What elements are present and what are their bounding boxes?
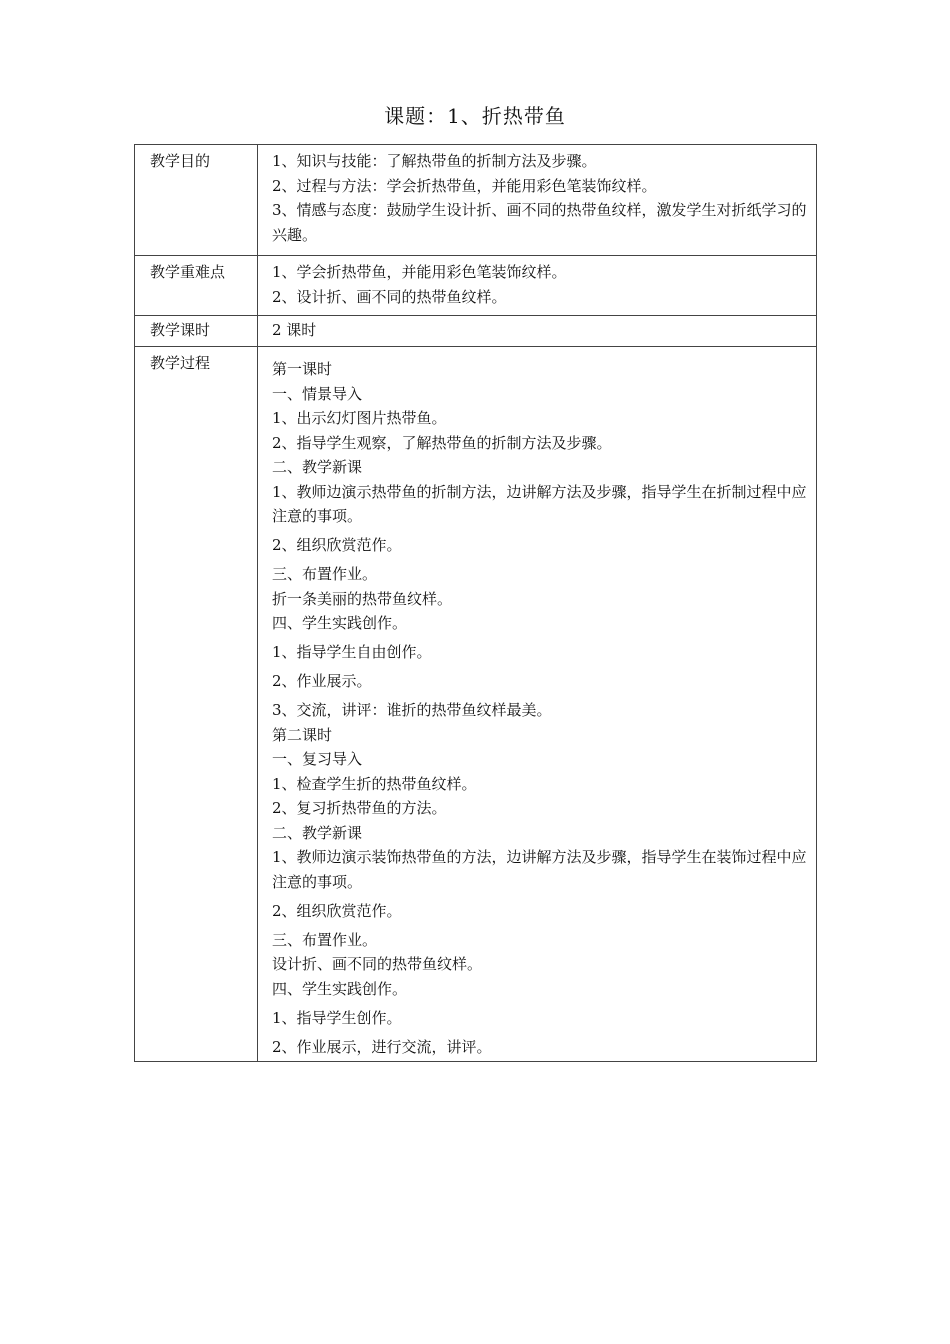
process-content — [258, 347, 817, 1062]
key-point-line: 2、设计折、画不同的热带鱼纹样。 — [272, 287, 507, 306]
page-title: 课题：1、折热带鱼 — [384, 104, 566, 128]
process-line: 一、情景导入 — [272, 384, 363, 403]
process-line: 1、指导学生创作。 — [272, 1008, 402, 1027]
process-line: 2、复习折热带鱼的方法。 — [272, 799, 447, 817]
process-line: 三、布置作业。 — [272, 930, 378, 949]
row-label: 教学重难点 — [135, 256, 258, 316]
process-line: 1、指导学生自由创作。 — [272, 643, 432, 661]
process-line: 二、教学新课 — [272, 823, 363, 842]
process-line: 2、组织欣赏范作。 — [272, 901, 402, 920]
row-label: 教学过程 — [135, 347, 258, 1062]
table-row-key-points — [135, 256, 817, 316]
process-line: 四、学生实践创作。 — [272, 614, 408, 632]
process-line: 1、检查学生折的热带鱼纹样。 — [272, 774, 477, 793]
key-point-line: 1、学会折热带鱼，并能用彩色笔装饰纹样。 — [272, 263, 567, 281]
key-points-content — [258, 256, 817, 316]
process-line: 折一条美丽的热带鱼纹样。 — [272, 589, 453, 608]
lesson-plan-table — [134, 144, 817, 1062]
goal-line: 2、过程与方法：学会折热带鱼，并能用彩色笔装饰纹样。 — [272, 176, 657, 195]
row-label: 教学目的 — [135, 145, 258, 256]
process-line: 设计折、画不同的热带鱼纹样。 — [272, 955, 483, 973]
process-line: 2、作业展示，进行交流，讲评。 — [272, 1037, 492, 1056]
goal-line: 1、知识与技能：了解热带鱼的折制方法及步骤。 — [272, 152, 597, 170]
process-line: 1、教师边演示热带鱼的折制方法，边讲解方法及步骤，指导学生在折制过程中应注意的事项。 — [272, 482, 807, 525]
process-line: 二、教学新课 — [272, 458, 363, 476]
process-line: 第二课时 — [272, 725, 333, 744]
process-line: 2、指导学生观察，了解热带鱼的折制方法及步骤。 — [272, 433, 612, 452]
process-line: 三、布置作业。 — [272, 565, 378, 583]
goal-line: 3、情感与态度：鼓励学生设计折、画不同的热带鱼纹样，激发学生对折纸学习的兴趣。 — [272, 201, 807, 244]
process-line: 1、出示幻灯图片热带鱼。 — [272, 409, 447, 427]
process-line: 3、交流，讲评：谁折的热带鱼纹样最美。 — [272, 701, 552, 719]
process-line: 一、复习导入 — [272, 750, 363, 768]
table-row-process — [135, 347, 817, 1062]
process-line: 2、作业展示。 — [272, 672, 372, 690]
table-row-goal — [135, 145, 817, 256]
process-line: 1、教师边演示装饰热带鱼的方法，边讲解方法及步骤，指导学生在装饰过程中应注意的事项。 — [272, 848, 807, 891]
table-row-hours — [135, 316, 817, 347]
row-label: 教学课时 — [135, 316, 258, 347]
goal-content — [258, 145, 817, 256]
hours-value: 2 课时 — [258, 316, 817, 347]
process-line: 四、学生实践创作。 — [272, 979, 408, 998]
process-line: 2、组织欣赏范作。 — [272, 536, 402, 554]
process-line: 第一课时 — [272, 360, 333, 378]
